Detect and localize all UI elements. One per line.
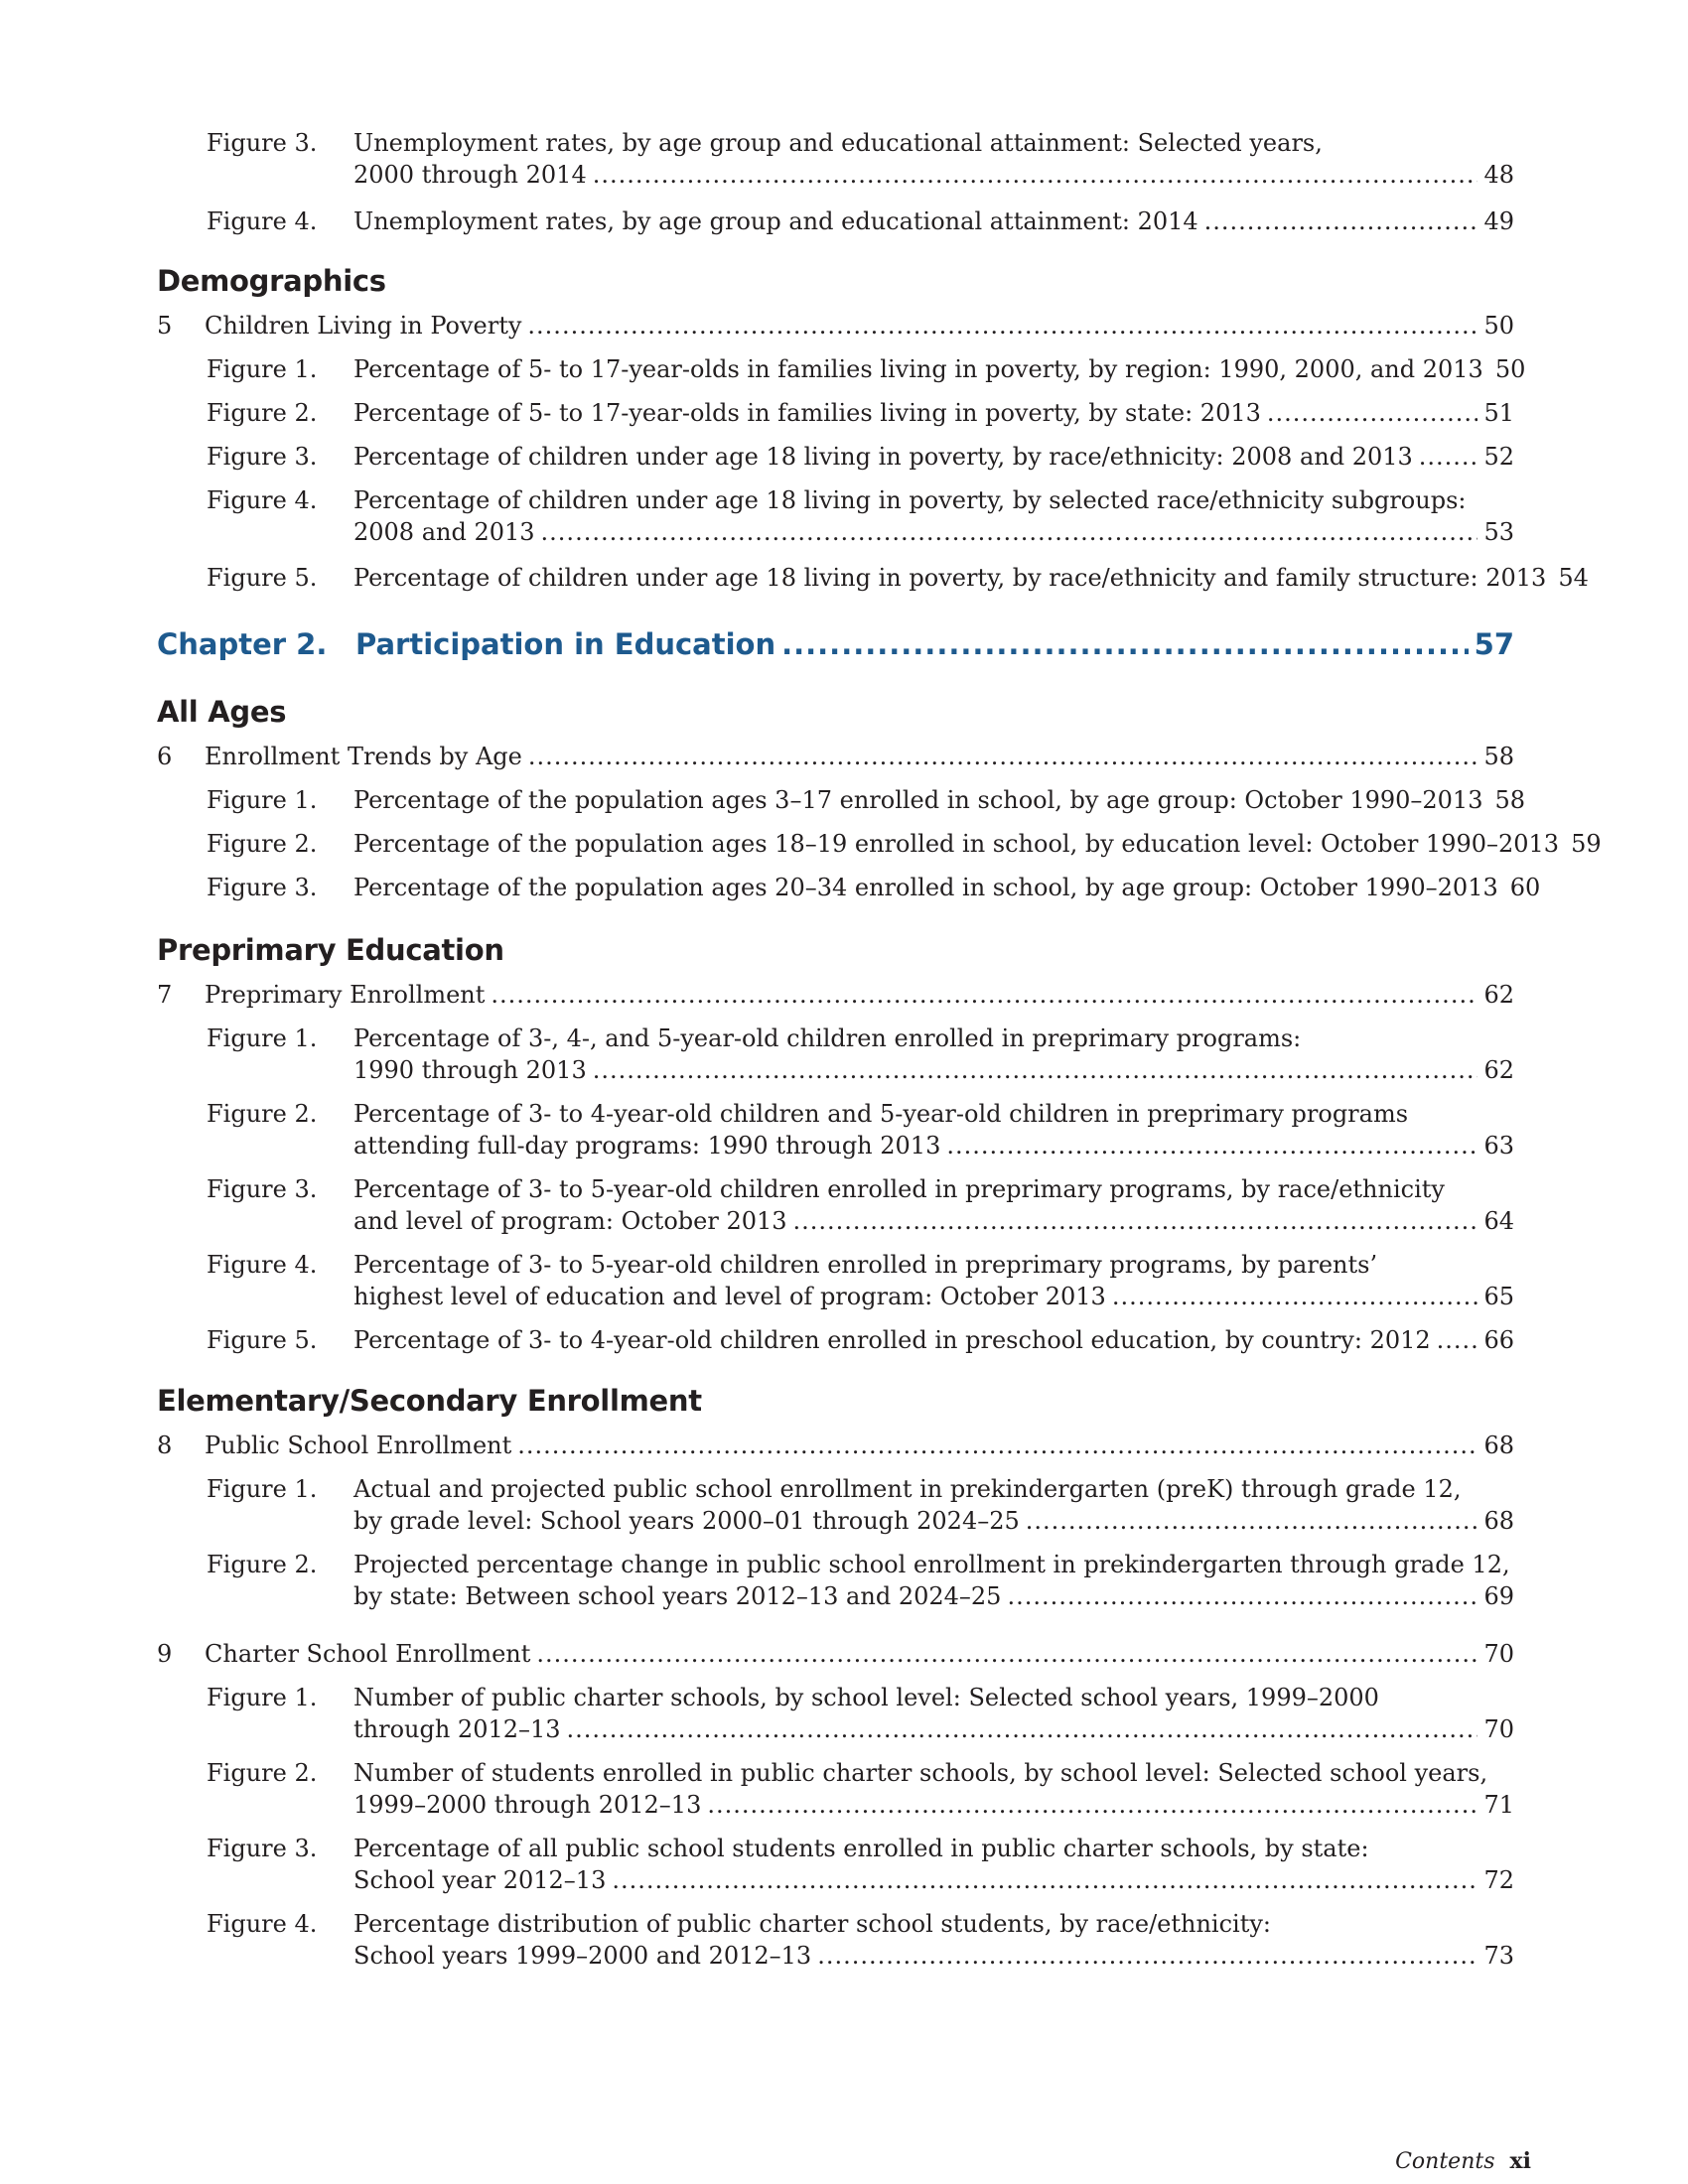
figure-text [353, 1682, 1514, 1745]
figure-title: Actual and projected public school enrollment in prekindergarten (preK) through grade 12, [353, 1475, 1462, 1503]
figure-text [353, 397, 1514, 429]
indicator-line [205, 741, 1514, 772]
figure-title-line [353, 1580, 1514, 1612]
figure-title-line [353, 1205, 1514, 1237]
figure-title-line [353, 205, 1514, 237]
page-ref: 68 [1483, 1432, 1514, 1459]
figure-text [353, 784, 1526, 816]
page-ref: 50 [1494, 355, 1526, 383]
dot-leader [517, 1430, 1477, 1461]
figure-title-line [353, 484, 1514, 516]
section-heading: Demographics [157, 264, 386, 298]
figure-title: highest level of education and level of program: October 2013 [353, 1283, 1106, 1310]
dot-leader [1419, 441, 1478, 473]
figure-title-line [353, 397, 1514, 429]
figure-title-line [353, 1249, 1514, 1281]
figure-title: Percentage of 3- to 4-year-old children enrolled in preschool education, by country: 2012 [353, 1326, 1431, 1354]
figure-label: Figure 2. [207, 1759, 318, 1787]
chapter-title: Participation in Education [355, 627, 776, 661]
figure-title-line [353, 1789, 1514, 1821]
figure-title-line [353, 1940, 1514, 1972]
figure-text [353, 1833, 1514, 1896]
figure-label: Figure 4. [207, 1251, 318, 1279]
dot-leader [593, 159, 1478, 191]
figure-text [353, 441, 1514, 473]
figure-label: Figure 3. [207, 443, 318, 471]
figure-title: Number of students enrolled in public charter schools, by school level: Selected school years, [353, 1759, 1488, 1787]
page-ref: 69 [1483, 1582, 1514, 1610]
figure-label: Figure 1. [207, 355, 318, 383]
page-ref: 59 [1571, 830, 1602, 858]
indicator-number: 6 [157, 743, 173, 770]
figure-label: Figure 1. [207, 1475, 318, 1503]
figure-label: Figure 2. [207, 399, 318, 427]
page-ref: 70 [1483, 1640, 1514, 1668]
dot-leader [491, 979, 1477, 1011]
figure-title-line [353, 1324, 1514, 1356]
figure-title: Number of public charter schools, by school level: Selected school years, 1999–2000 [353, 1684, 1379, 1711]
figure-title: School years 1999–2000 and 2012–13 [353, 1942, 812, 1970]
figure-title-line [353, 1549, 1514, 1580]
chapter-number: Chapter 2. [157, 627, 328, 661]
figure-title: 1999–2000 through 2012–13 [353, 1791, 702, 1819]
page-ref: 60 [1509, 874, 1541, 901]
figure-text [353, 1549, 1514, 1612]
figure-title: Percentage of the population ages 20–34 enrolled in school, by age group: October 1990–2013 [353, 874, 1498, 901]
page-footer [1395, 2148, 1531, 2174]
figure-title: through 2012–13 [353, 1715, 561, 1743]
figure-title-line [353, 784, 1526, 816]
page-ref: 66 [1483, 1326, 1514, 1354]
figure-label: Figure 1. [207, 786, 318, 814]
indicator-line [205, 310, 1514, 341]
figure-title-line [353, 1173, 1514, 1205]
page-ref: 50 [1483, 312, 1514, 340]
page-ref: 58 [1483, 743, 1514, 770]
dot-leader [612, 1864, 1477, 1896]
figure-title: Unemployment rates, by age group and educational attainment: Selected years, [353, 129, 1323, 157]
figure-text [353, 1324, 1514, 1356]
figure-title: Percentage of all public school students enrolled in public charter schools, by state: [353, 1835, 1369, 1862]
figure-text [353, 1023, 1514, 1086]
page-ref: 65 [1483, 1283, 1514, 1310]
dot-leader [541, 516, 1478, 548]
figure-label: Figure 1. [207, 1024, 318, 1052]
dot-leader [567, 1713, 1478, 1745]
dot-leader [781, 627, 1469, 661]
indicator-title: Preprimary Enrollment [205, 981, 486, 1009]
dot-leader [528, 741, 1478, 772]
dot-leader [946, 1130, 1477, 1161]
figure-text [353, 1249, 1514, 1312]
figure-title-line [353, 127, 1514, 159]
figure-text [353, 1908, 1514, 1972]
figure-title: Percentage of children under age 18 living in poverty, by race/ethnicity: 2008 and 2013 [353, 443, 1413, 471]
figure-title: Percentage of the population ages 18–19 enrolled in school, by education level: October 1990–2013 [353, 830, 1560, 858]
figure-title: Percentage of 5- to 17-year-olds in families living in poverty, by state: 2013 [353, 399, 1261, 427]
page-ref: 70 [1483, 1715, 1514, 1743]
figure-title-line [353, 441, 1514, 473]
dot-leader [817, 1940, 1477, 1972]
page-ref: 48 [1483, 161, 1514, 189]
figure-text [353, 1473, 1514, 1537]
page-ref: 53 [1483, 518, 1514, 546]
figure-label: Figure 3. [207, 1175, 318, 1203]
indicator-number: 8 [157, 1432, 173, 1459]
figure-label: Figure 1. [207, 1684, 318, 1711]
figure-title-line [353, 1864, 1514, 1896]
section-heading: Elementary/Secondary Enrollment [157, 1384, 702, 1418]
figure-label: Figure 2. [207, 1100, 318, 1128]
dot-leader [536, 1638, 1477, 1670]
figure-title: 2000 through 2014 [353, 161, 587, 189]
page-ref: 52 [1483, 443, 1514, 471]
page-ref: 62 [1483, 981, 1514, 1009]
indicator-number: 9 [157, 1640, 173, 1668]
figure-label: Figure 3. [207, 129, 318, 157]
figure-title: Projected percentage change in public school enrollment in prekindergarten through grade 12, [353, 1551, 1510, 1578]
dot-leader [593, 1054, 1478, 1086]
figure-title-line [353, 1713, 1514, 1745]
figure-title: Percentage of 3- to 4-year-old children and 5-year-old children in preprimary programs [353, 1100, 1409, 1128]
indicator-number: 7 [157, 981, 173, 1009]
page-ref: 71 [1483, 1791, 1514, 1819]
dot-leader [793, 1205, 1478, 1237]
page-ref: 72 [1483, 1866, 1514, 1894]
page-ref: 73 [1483, 1942, 1514, 1970]
figure-title-line [353, 1833, 1514, 1864]
dot-leader [1007, 1580, 1477, 1612]
figure-text [353, 1098, 1514, 1161]
figure-text [353, 562, 1589, 594]
figure-text [353, 484, 1514, 548]
figure-title-line [353, 1505, 1514, 1537]
figure-title-line [353, 1130, 1514, 1161]
figure-title-line [353, 516, 1514, 548]
figure-text [353, 872, 1541, 903]
figure-title: Percentage of 3- to 5-year-old children enrolled in preprimary programs, by parents’ [353, 1251, 1378, 1279]
figure-title-line [353, 1281, 1514, 1312]
figure-title-line [353, 828, 1602, 860]
figure-title-line [353, 562, 1589, 594]
figure-title: Percentage of children under age 18 living in poverty, by race/ethnicity and family structure: 2013 [353, 564, 1547, 592]
figure-title-line [353, 1023, 1514, 1054]
page-ref: 62 [1483, 1056, 1514, 1084]
figure-title-line [353, 1682, 1514, 1713]
figure-label: Figure 5. [207, 1326, 318, 1354]
page-ref: 58 [1494, 786, 1526, 814]
figure-title: School year 2012–13 [353, 1866, 607, 1894]
chapter-entry[interactable] [157, 627, 1514, 667]
figure-title-line [353, 1908, 1514, 1940]
dot-leader [1026, 1505, 1478, 1537]
footer-label: Contents [1395, 2149, 1495, 2174]
dot-leader [1437, 1324, 1478, 1356]
figure-text [353, 828, 1602, 860]
figure-text [353, 205, 1514, 237]
figure-label: Figure 5. [207, 564, 318, 592]
page-ref: 64 [1483, 1207, 1514, 1235]
figure-title-line [353, 872, 1541, 903]
figure-title-line [353, 1054, 1514, 1086]
indicator-title: Enrollment Trends by Age [205, 743, 522, 770]
figure-title: Percentage distribution of public charter school students, by race/ethnicity: [353, 1910, 1271, 1938]
figure-title-line [353, 353, 1526, 385]
figure-title: 1990 through 2013 [353, 1056, 587, 1084]
page-ref: 49 [1483, 207, 1514, 235]
figure-label: Figure 3. [207, 874, 318, 901]
figure-label: Figure 2. [207, 830, 318, 858]
figure-title: Percentage of 5- to 17-year-olds in families living in poverty, by region: 1990, 2000, and 2013 [353, 355, 1483, 383]
page-ref: 57 [1474, 627, 1514, 661]
page-ref: 51 [1483, 399, 1514, 427]
dot-leader [1204, 205, 1478, 237]
indicator-title: Charter School Enrollment [205, 1640, 531, 1668]
figure-title-line [353, 1473, 1514, 1505]
figure-text [353, 127, 1514, 191]
figure-label: Figure 2. [207, 1551, 318, 1578]
page-ref: 63 [1483, 1132, 1514, 1160]
section-heading: Preprimary Education [157, 933, 504, 967]
figure-title: 2008 and 2013 [353, 518, 535, 546]
indicator-number: 5 [157, 312, 173, 340]
dot-leader [527, 310, 1477, 341]
figure-title: Percentage of 3- to 5-year-old children enrolled in preprimary programs, by race/ethnicity [353, 1175, 1445, 1203]
figure-text [353, 353, 1526, 385]
figure-title: Percentage of the population ages 3–17 enrolled in school, by age group: October 1990–2013 [353, 786, 1483, 814]
figure-title: attending full-day programs: 1990 through 2013 [353, 1132, 941, 1160]
figure-title-line [353, 1757, 1514, 1789]
figure-title: and level of program: October 2013 [353, 1207, 787, 1235]
figure-text [353, 1173, 1514, 1237]
indicator-line [205, 1430, 1514, 1461]
figure-label: Figure 4. [207, 1910, 318, 1938]
dot-leader [1267, 397, 1478, 429]
section-heading: All Ages [157, 695, 287, 729]
page-ref: 68 [1483, 1507, 1514, 1535]
indicator-line [205, 979, 1514, 1011]
page-number: xi [1509, 2148, 1531, 2174]
dot-leader [1112, 1281, 1478, 1312]
figure-title: by state: Between school years 2012–13 and 2024–25 [353, 1582, 1002, 1610]
figure-title-line [353, 159, 1514, 191]
indicator-line [205, 1638, 1514, 1670]
figure-title: Unemployment rates, by age group and educational attainment: 2014 [353, 207, 1198, 235]
figure-label: Figure 4. [207, 486, 318, 514]
figure-label: Figure 4. [207, 207, 318, 235]
figure-title: Percentage of 3-, 4-, and 5-year-old children enrolled in preprimary programs: [353, 1024, 1302, 1052]
figure-title-line [353, 1098, 1514, 1130]
figure-text [353, 1757, 1514, 1821]
dot-leader [707, 1789, 1477, 1821]
indicator-title: Children Living in Poverty [205, 312, 522, 340]
figure-title: Percentage of children under age 18 living in poverty, by selected race/ethnicity subgroups: [353, 486, 1467, 514]
page-ref: 54 [1558, 564, 1589, 592]
figure-title: by grade level: School years 2000–01 through 2024–25 [353, 1507, 1020, 1535]
indicator-title: Public School Enrollment [205, 1432, 512, 1459]
figure-label: Figure 3. [207, 1835, 318, 1862]
